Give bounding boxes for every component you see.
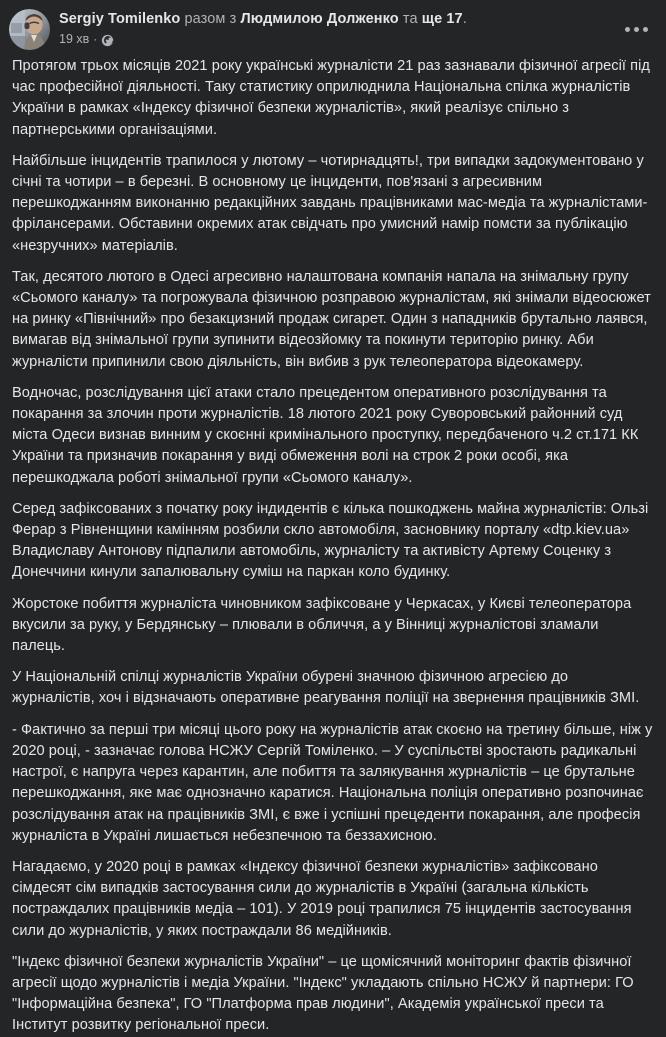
byline-connector: разом з	[180, 11, 241, 27]
post-paragraph: Жорстоке побиття журналіста чиновником зафіксоване у Черкасах, у Києві телеоператора вкусили за руку, у Бердянську – плювали в обличчя, а у Вінниці журналістові зламали палець.	[12, 595, 632, 655]
cotag-name[interactable]: Людмилою Долженко	[240, 11, 399, 27]
post-paragraph: Протягом трьох місяців 2021 року українські журналісти 21 раз зазнавали фізичної агресії під час професійної діяльності. Таку статистику оприлюднила Національна спілка журналістів України в рамках «Індексу фізичної безпеки журналістів», який реалізує спільно з партнерськими організаціями.	[12, 58, 650, 138]
post-paragraph: Серед зафіксованих з початку року індидентів є кілька пошкоджень майна журналістів: Ользі Ферар з Рівненщини камінням розбили скло автомобіля, засновнику порталу «dtp.kiev.ua» Владиславу Антонову підпалили автомобіль, журналісту та активісту Артему Соценку з Донеччини кинули запалювальну суміш на паркан коло будинку.	[12, 500, 649, 581]
byline	[59, 10, 656, 29]
meta-separator: ·	[93, 32, 98, 46]
header-text-block	[59, 9, 656, 47]
ellipsis-dot-2	[634, 27, 639, 32]
author-name[interactable]: Sergiy Tomilenko	[59, 11, 181, 27]
avatar[interactable]	[9, 9, 50, 50]
post-paragraph: Найбільше інцидентів трапилося у лютому – чотирнадцять!, три випадки задокументовано у січні та чотири – в березні. В основному це інциденти, пов'язані з агресивним перешкоджанням виконанню редакційних завдань працівниками мас-медіа та журналістами-фрілансерами. Обставини окремих атак свідчать про умисний намір помсти за публікацію «незручних» матеріалів.	[12, 152, 648, 254]
user-avatar-image	[9, 9, 50, 50]
byline-tail-suffix: .	[462, 11, 467, 27]
post-paragraph: У Національній спілці журналістів України обурені значною фізичною агресією до журналістів, хоч і відзначають оперативне реагування поліції на звернення працівників ЗМІ.	[12, 669, 640, 707]
globe-icon[interactable]	[101, 34, 114, 47]
ellipsis-dot-3	[643, 27, 648, 32]
ellipsis-dot-1	[625, 27, 630, 32]
post-paragraph: Так, десятого лютого в Одесі агресивно налаштована компанія напала на знімальну групу «Сьомого каналу» та погрожувала фізичною розправою журналістам, які знімали відеосюжет на ринку «Північний» про безакцизний продаж сигарет. Один з нападників брутально лаявся, вимагав від знімальної групи зупинити відеозйомку та покинути територію ринку. Аби журналісти припинили свою діяльність, він вибив з рук телеоператора відеокамеру.	[12, 268, 651, 370]
post-paragraph: "Індекс фізичної безпеки журналістів України" – це щомісячний моніторинг фактів фізичної агресії щодо журналістів і медіа України. "Індекс" укладають спільно НСЖУ й партнери: ГО "Інформаційна безпека", ГО "Платформа прав людини", Академія української преси та Інститут розвитку регіональної преси.	[12, 953, 634, 1034]
post-timestamp[interactable]: 19 хв	[59, 32, 90, 46]
post-paragraph: Нагадаємо, у 2020 році в рамках «Індексу фізичної безпеки журналістів» зафіксовано сімдесят сім випадків застосування сили до журналістів в Україні (загальна кількість постраждалих працівників медіа – 101). У 2019 році трапилися 75 інцидентів застосування сили до журналістів, у яких постраждали 86 медійників.	[12, 858, 632, 939]
post-meta	[59, 31, 656, 47]
others-count-link[interactable]: ще 17	[421, 11, 463, 27]
byline-tail-prefix: та	[398, 11, 422, 27]
post-paragraph: Водночас, розслідування цієї атаки стало прецедентом оперативного розслідування та покарання за злочин проти журналістів. 18 лютого 2021 року Суворовський районний суд міста Одеси визнав винним у скоєнні кримінального проступку, передбаченого ч.2 ст.171 КК України та призначив покарання у виді обмеження волі на строк 2 роки особі, яка перешкоджала роботі знімальної групи «Сьомого каналу».	[12, 384, 639, 486]
post-options-button[interactable]	[620, 13, 652, 45]
post-paragraph: - Фактично за перші три місяці цього року на журналістів атак скоєно на третину більше, ніж у 2020 році, - зазначає голова НСЖУ Сергій Томіленко. – У суспільстві зростають радикальні настрої, є напруга через карантин, але побиття та залякування журналістів – це брутальне перешкоджання, яке має однозначно каратися. Національна поліція оперативно розпочинає розслідування атак на працівників ЗМІ, є вже і успішні прецеденти покарання, але професія журналіста в Україні лишається небезпечною та беззахисною.	[12, 721, 653, 844]
post-header	[0, 0, 666, 50]
post-body	[0, 50, 666, 1037]
